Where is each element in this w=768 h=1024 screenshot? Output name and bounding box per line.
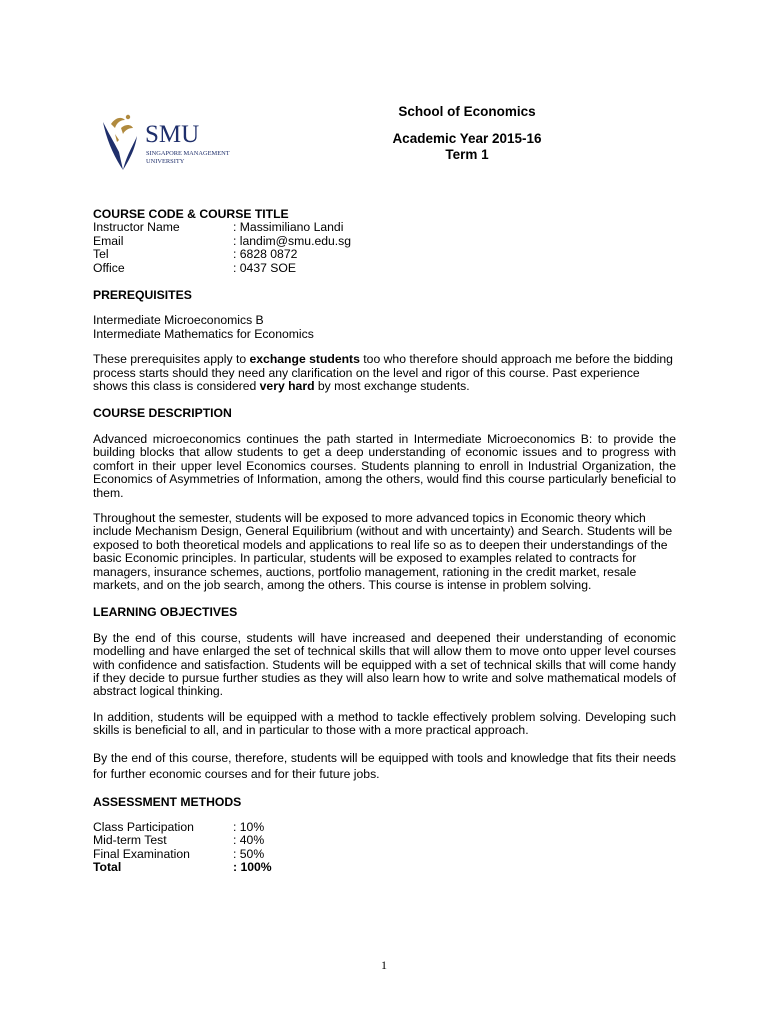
assessment-row: Class Participation : 10% <box>93 820 265 834</box>
field-row: Email : landim@smu.edu.sg <box>93 233 352 248</box>
logo-wordmark: SMU <box>145 121 200 148</box>
field-row: Office : 0437 SOE <box>93 260 297 275</box>
prerequisites-note: These prerequisites apply to exchange students too who therefore should approach me before the bidding process starts should they need any clarification on the level and rigor of this course. Past experience shows this class is considered very hard by most exchange students. <box>93 352 673 394</box>
field-row: Instructor Name : Massimiliano Landi <box>93 220 344 235</box>
term: Term 1 <box>445 147 489 162</box>
description-paragraph: Throughout the semester, students will be exposed to more advanced topics in Economic theory which include Mechanism Design, General Equilibrium (without and with uncertainty) and Search. Students will be exposed to both theoretical models and applications to real life so as to deepen their understandings of the basic Economic principles. In particular, students will be exposed to examples related to contracts for managers, insurance schemes, auctions, portfolio management, rationing in the credit market, resale markets, and on the job search, among the others. This course is intense in problem solving. <box>93 510 673 592</box>
objectives-paragraph: By the end of this course, students will have increased and deepened their understanding of economic modelling and have enlarged the set of technical skills that will allow them to move onto upper level courses with confidence and satisfaction. Students will be equipped with a set of technical skills that will come handy if they decide to pursue further studies as they will also learn how to write and solve mathematical models of abstract logical thinking. <box>93 630 676 699</box>
school-name: School of Economics <box>398 104 536 119</box>
description-heading: COURSE DESCRIPTION <box>93 406 232 421</box>
smu-logo <box>93 106 258 180</box>
page-number: 1 <box>381 958 387 972</box>
assessment-heading: ASSESSMENT METHODS <box>93 794 242 809</box>
logo-line-1: SINGAPORE MANAGEMENT <box>146 150 230 157</box>
document-body <box>93 208 676 875</box>
prerequisite-item: Intermediate Mathematics for Economics <box>93 326 314 341</box>
objectives-paragraph: By the end of this course, therefore, students will be equipped with tools and knowledge that fits their needs for further economic courses and for their future jobs. <box>93 750 676 781</box>
objectives-paragraph: In addition, students will be equipped with a method to tackle effectively problem solving. Developing such skills is beneficial to all, and in particular to those with a more practical approach. <box>93 709 676 738</box>
assessment-total-row: Total : 100% <box>93 860 272 875</box>
document-header <box>352 104 582 163</box>
prerequisite-item: Intermediate Microeconomics B <box>93 313 264 328</box>
academic-year: Academic Year 2015-16 <box>392 131 542 146</box>
assessment-row: Final Examination : 50% <box>93 846 265 861</box>
objectives-heading: LEARNING OBJECTIVES <box>93 605 238 620</box>
assessment-row: Mid-term Test : 40% <box>93 833 265 848</box>
logo-line-2: UNIVERSITY <box>146 158 185 165</box>
prerequisites-heading: PREREQUISITES <box>93 288 192 303</box>
field-row: Tel : 6828 0872 <box>93 247 298 262</box>
description-paragraph: Advanced microeconomics continues the path started in Intermediate Microeconomics B: to provide the building blocks that allow students to get a deep understanding of economic issues and to progress with comfort in their upper level Economics courses. Students planning to enroll in Industrial Organization, the Economics of Asymmetries of Information, among the others, would find this course particularly beneficial to them. <box>93 431 676 500</box>
course-heading: COURSE CODE & COURSE TITLE <box>93 207 289 221</box>
